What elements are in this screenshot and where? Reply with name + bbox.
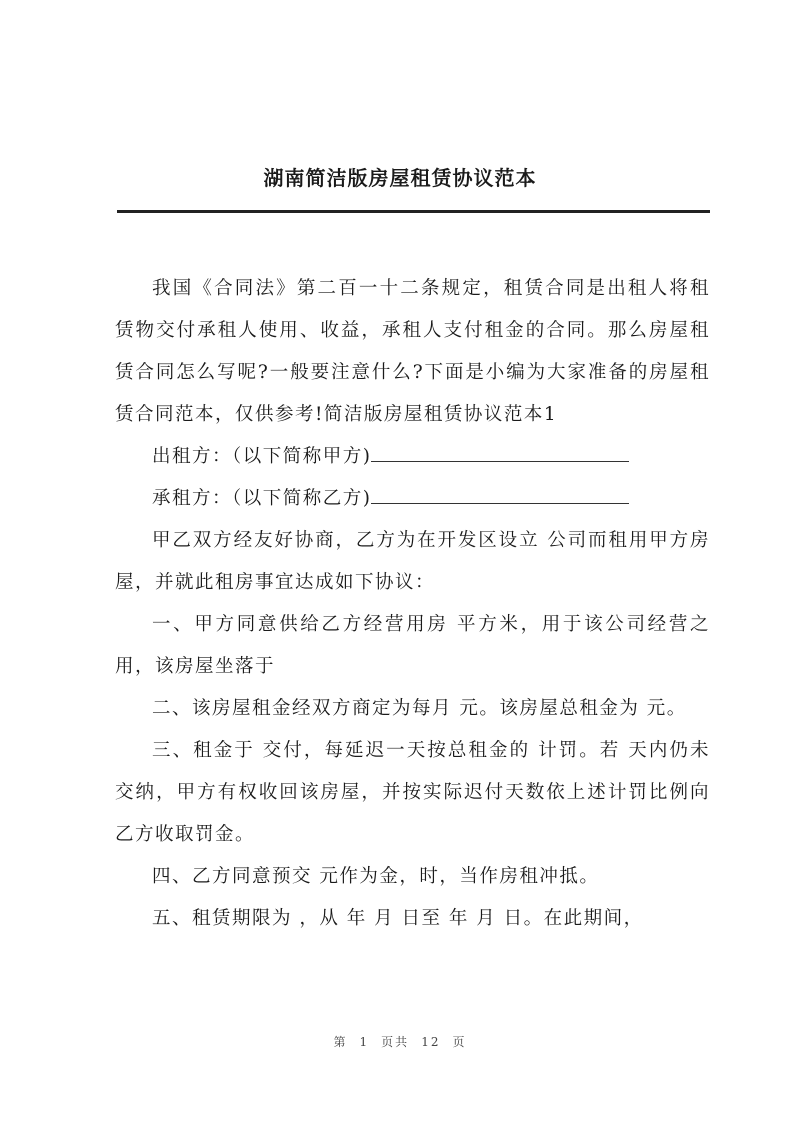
lessor-label: 出租方：（以下简称甲方) [152, 446, 372, 467]
clause-4: 四、乙方同意预交 元作为金，时，当作房租冲抵。 [152, 866, 600, 887]
lessee-field [115, 478, 710, 520]
lessee-label: 承租方：（以下简称乙方) [152, 488, 372, 509]
clause-3: 三、租金于 交付，每延迟一天按总租金的 计罚。若 天内仍未交纳，甲方有权收回该房屋，并按实际迟付天数依上述计罚比例向乙方收取罚金。 [115, 740, 710, 845]
clause-2: 二、该房屋租金经双方商定为每月 元。该房屋总租金为 元。 [152, 698, 687, 719]
document-title: 湖南简洁版房屋租赁协议范本 [263, 166, 537, 190]
clause-preamble: 甲乙双方经友好协商，乙方为在开发区设立 公司而租用甲方房屋，并就此租房事宜达成如下协议： [115, 530, 710, 593]
footer-middle: 页共 [381, 1035, 410, 1049]
clause-1: 一、甲方同意供给乙方经营用房 平方米，用于该公司经营之用，该房屋坐落于 [115, 614, 710, 677]
footer-page-number: 1 [359, 1035, 370, 1049]
intro-paragraph: 我国《合同法》第二百一十二条规定，租赁合同是出租人将租赁物交付承租人使用、收益，承租人支付租金的合同。那么房屋租赁合同怎么写呢?一般要注意什么?下面是小编为大家准备的房屋租赁合同范本，仅供参考!简洁版房屋租赁协议范本1 [115, 278, 710, 425]
lessor-blank-line [371, 445, 629, 462]
lessee-blank-line [371, 487, 629, 504]
footer-suffix: 页 [452, 1035, 467, 1049]
clause-5: 五、租赁期限为 ，从 年 月 日至 年 月 日。在此期间， [152, 908, 644, 929]
document-body [115, 268, 710, 940]
title-underline [117, 210, 710, 213]
footer-total-pages: 12 [421, 1035, 441, 1049]
lessor-field [115, 436, 710, 478]
footer-prefix: 第 [333, 1035, 348, 1049]
page-footer [0, 1033, 800, 1050]
